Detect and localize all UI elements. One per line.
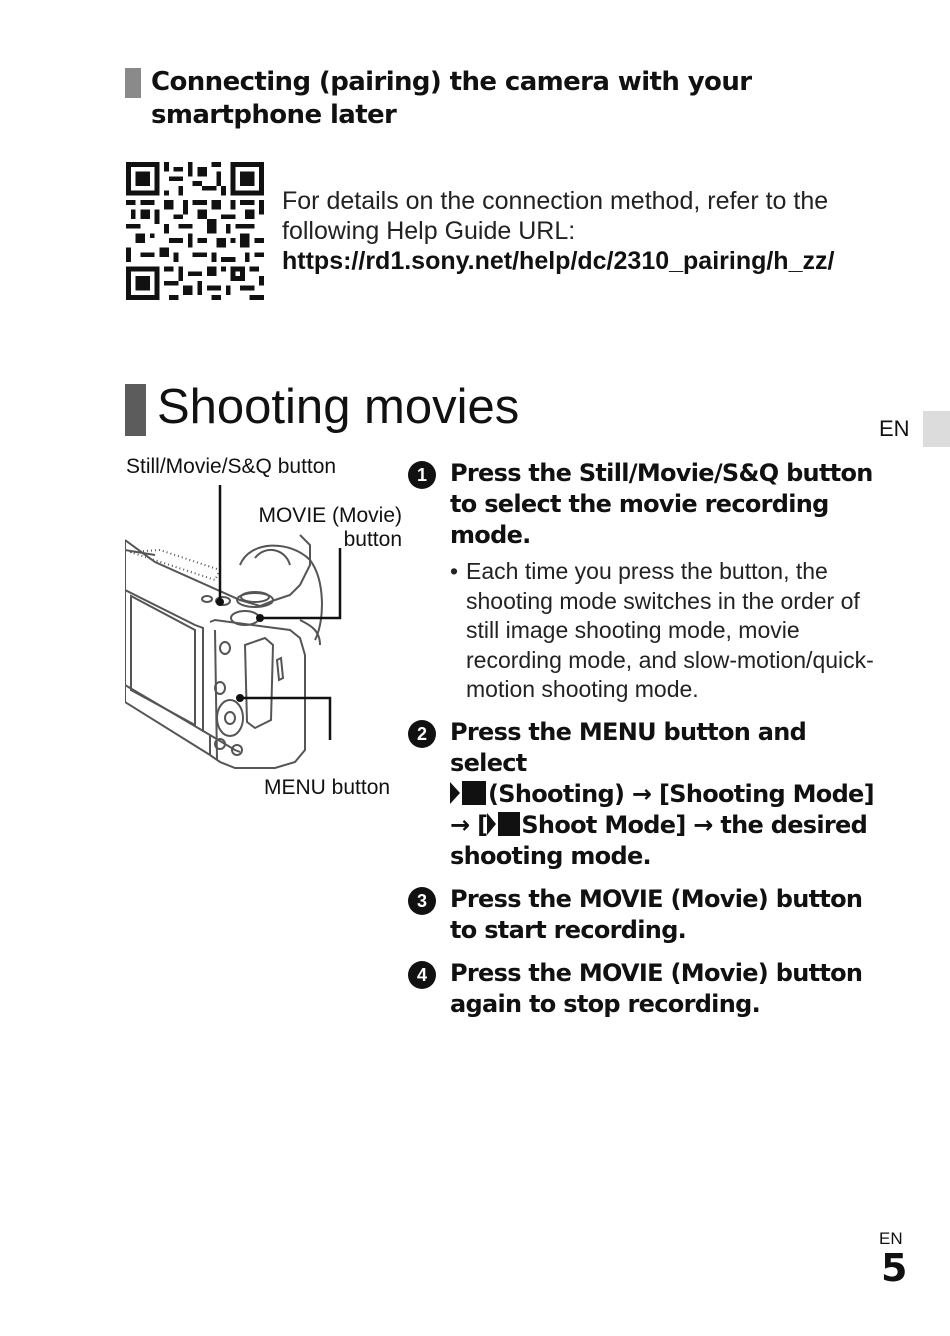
step-number: 2 (408, 720, 436, 748)
page-number: 5 (881, 1246, 908, 1290)
heading-marker (125, 68, 141, 98)
camera-illustration (125, 470, 410, 800)
pairing-instructions (282, 186, 842, 276)
movie-button-label-line1: MOVIE (Movie) (258, 504, 402, 527)
pairing-body: For details on the connection method, refer to the following Help Guide URL: (282, 187, 829, 245)
language-tab-label: EN (879, 416, 910, 441)
step-text: Press the MOVIE (Movie) button again to stop recording. (450, 958, 863, 1018)
step-number: 1 (408, 461, 436, 489)
step-text-part2: Shoot Mode] → the desired shooting mode. (450, 810, 868, 870)
still-movie-sq-label: Still/Movie/S&Q button (126, 455, 337, 478)
language-tab (923, 411, 950, 447)
step-text: Press the Still/Movie/S&Q button to select the movie recording mode. (450, 459, 873, 549)
shoot-mode-icon (487, 811, 521, 837)
section-marker (125, 384, 146, 436)
step-text (450, 717, 878, 872)
step-note-text: Each time you press the button, the shooting mode switches in the order of still image shooting mode, movie recording mode, and slow-motion/quick-motion shooting mode. (466, 558, 874, 702)
footer-language: EN (879, 1229, 903, 1248)
step-item (408, 717, 878, 872)
steps-list (408, 458, 878, 1032)
step-item (408, 458, 878, 705)
step-text-part1: (Shooting) → [Shooting Mode] → [ (450, 779, 874, 839)
section-title: Shooting movies (157, 380, 520, 434)
step-item (408, 884, 878, 946)
step-text: Press the MOVIE (Movie) button to start recording. (450, 884, 863, 944)
menu-button-label: MENU button (264, 776, 391, 799)
step-note (450, 557, 878, 705)
step-number: 3 (408, 887, 436, 915)
bullet-marker: • (450, 558, 459, 584)
pairing-title: Connecting (pairing) the camera with your smartphone later (151, 67, 752, 130)
step-text-prefix: Press the MENU button and select (450, 717, 807, 777)
step-item (408, 958, 878, 1020)
qr-code-image[interactable] (126, 162, 264, 300)
help-guide-url-link[interactable]: https://rd1.sony.net/help/dc/2310_pairing/h_zz/ (282, 247, 835, 275)
step-number: 4 (408, 961, 436, 989)
movie-button-label-line2: button (343, 528, 402, 551)
shooting-menu-icon (450, 780, 488, 806)
